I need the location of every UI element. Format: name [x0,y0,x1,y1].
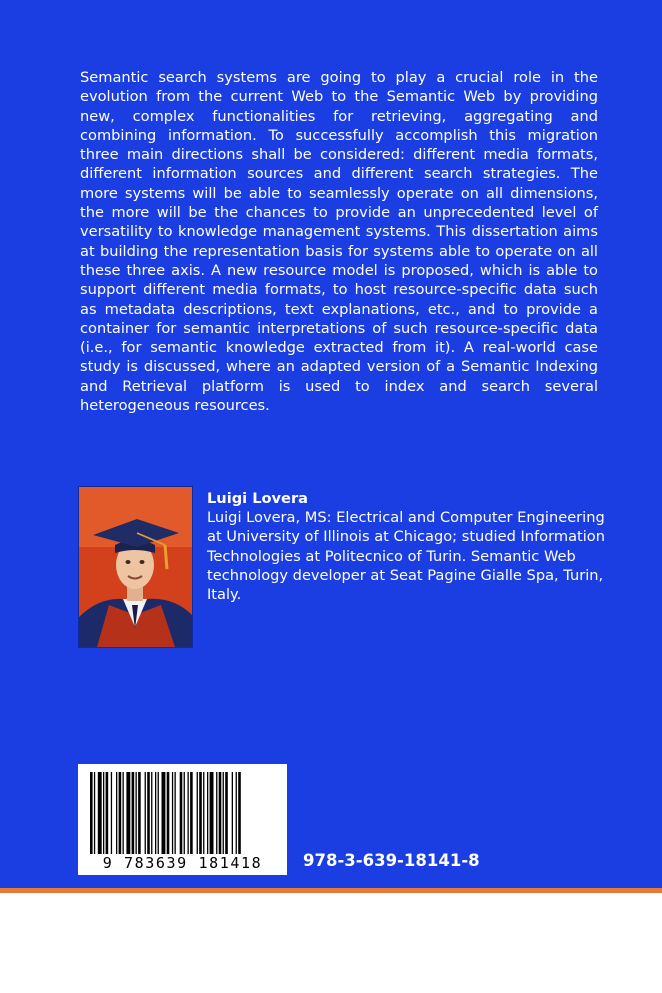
barcode-bar [123,772,124,854]
barcode-bar [184,772,185,854]
barcode-bar [119,772,122,854]
barcode-bar [188,772,189,854]
barcode-bar [145,772,146,854]
barcode-bar [238,772,241,854]
barcode [78,764,287,875]
barcode-bar [190,772,193,854]
barcode-bar [207,772,208,854]
barcode-bar [158,772,159,854]
barcode-bar [210,772,214,854]
barcode-bar [197,772,198,854]
author-photo [78,486,193,648]
barcode-bar [203,772,204,854]
barcode-bars [78,764,287,858]
barcode-bar [175,772,176,854]
barcode-digits: 9 783639 181418 [102,854,263,872]
barcode-bar [111,772,112,854]
author-name: Luigi Lovera [207,490,309,507]
barcode-bar [216,772,217,854]
barcode-bar [126,772,130,854]
barcode-bar [106,772,109,854]
barcode-bar [225,772,228,854]
barcode-bar [132,772,135,854]
barcode-bar [103,772,104,854]
author-bio: Luigi Lovera, MS: Electrical and Computer Engineering at University of Illinois at Chicago; studied Information Technologies at Politecnico of Turin. Semantic Web technology developer at Seat Pagine Gialle Spa, Turin, Italy. [207,509,605,604]
cover-blurb: Semantic search systems are going to play a crucial role in the evolution from the current Web to the Semantic Web by providing new, complex functionalities for retrieving, aggregating and combining information. To successfully accomplish this migration three main directions shall be considered: different media formats, different information sources and different search strategies. The more systems will be able to seamlessly operate on all dimensions, the more will be the chances to provide an unprecedented level of versatility to knowledge management systems. This dissertation aims at building the representation basis for systems able to operate on all these three axis. A new resource model is proposed, which is able to support different media formats, to host resource-specific data such as metadata descriptions, text explanations, etc., and to provide a container for semantic interpretations of such resource-specific data (i.e., for semantic knowledge extracted from it). A real-world case study is discussed, where an adapted version of a Semantic Indexing and Retrieval platform is used to index and search several heterogeneous resources. [80,69,598,415]
barcode-bar [98,772,102,854]
barcode-bar [232,772,233,854]
barcode-bar [162,772,166,854]
barcode-bar [219,772,222,854]
barcode-bar [167,772,170,854]
accent-stripe [0,888,662,893]
barcode-bar [90,772,93,854]
barcode-bar [236,772,237,854]
barcode-bar [136,772,137,854]
barcode-bar [199,772,202,854]
barcode-bar [172,772,173,854]
barcode-bar [151,772,152,854]
barcode-bar [138,772,141,854]
barcode-bar [94,772,95,854]
barcode-bar [147,772,150,854]
barcode-bar [223,772,224,854]
barcode-bar [155,772,156,854]
barcode-bar [116,772,117,854]
isbn-number: 978-3-639-18141-8 [303,851,480,870]
barcode-bar [180,772,183,854]
